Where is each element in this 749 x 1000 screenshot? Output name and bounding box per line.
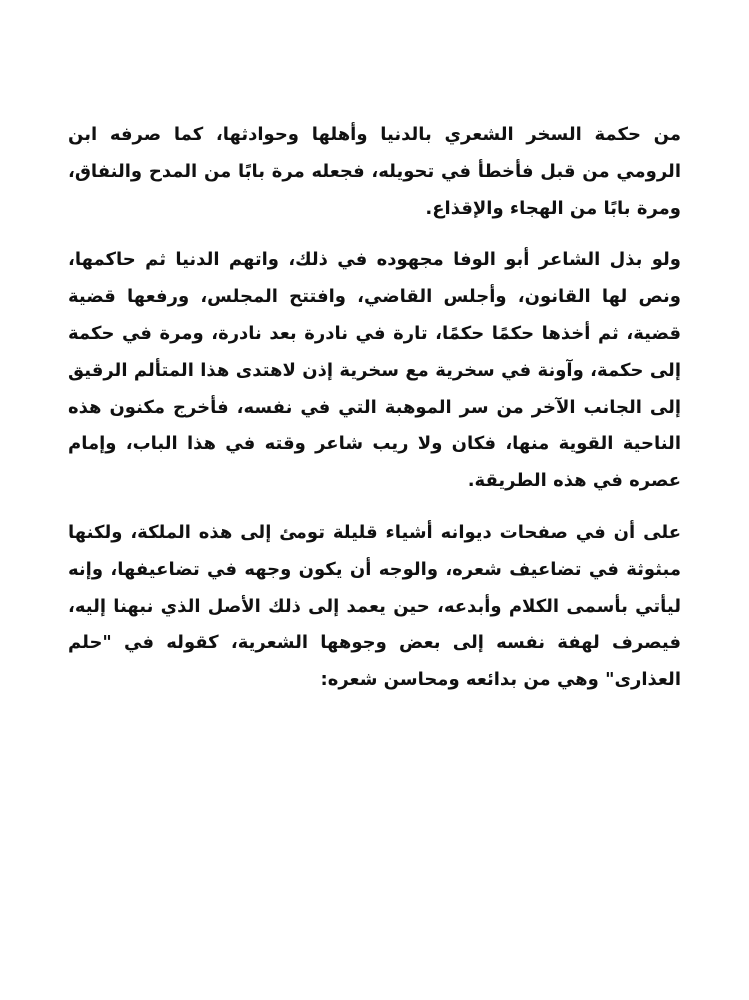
document-body [68,117,681,714]
paragraph: على أن في صفحات ديوانه أشياء قليلة تومئ إلى هذه الملكة، ولكنها مبثوثة في تضاعيف شعره، والوجه أن يكون وجهه في تضاعيفها، وإنه ليأتي بأسمى الكلام وأبدعه، حين يعمد إلى ذلك الأصل الذي نبهنا إليه، فيصرف لهفة نفسه إلى بعض وجوهها الشعرية، كقوله في "حلم العذارى" وهي من بدائعه ومحاسن شعره: [68,521,681,691]
paragraph: من حكمة السخر الشعري بالدنيا وأهلها وحوادثها، كما صرفه ابن الرومي من قبل فأخطأ في تحويله، فجعله مرة بابًا من المدح والنفاق، ومرة بابًا من الهجاء والإقذاع. [68,124,681,219]
paragraph: ولو بذل الشاعر أبو الوفا مجهوده في ذلك، واتهم الدنيا ثم حاكمها، ونص لها القانون، وأجلس القاضي، وافتتح المجلس، ورفعها قضية قضية، ثم أخذها حكمًا حكمًا، تارة في نادرة بعد نادرة، ومرة في حكمة إلى حكمة، وآونة في سخرية مع سخرية إذن لاهتدى هذا المتألم الرقيق إلى الجانب الآخر من سر الموهبة التي في نفسه، فأخرج مكنون هذه الناحية القوية منها، فكان ولا ريب شاعر وقته في هذا الباب، وإمام عصره في هذه الطريقة. [68,249,681,492]
